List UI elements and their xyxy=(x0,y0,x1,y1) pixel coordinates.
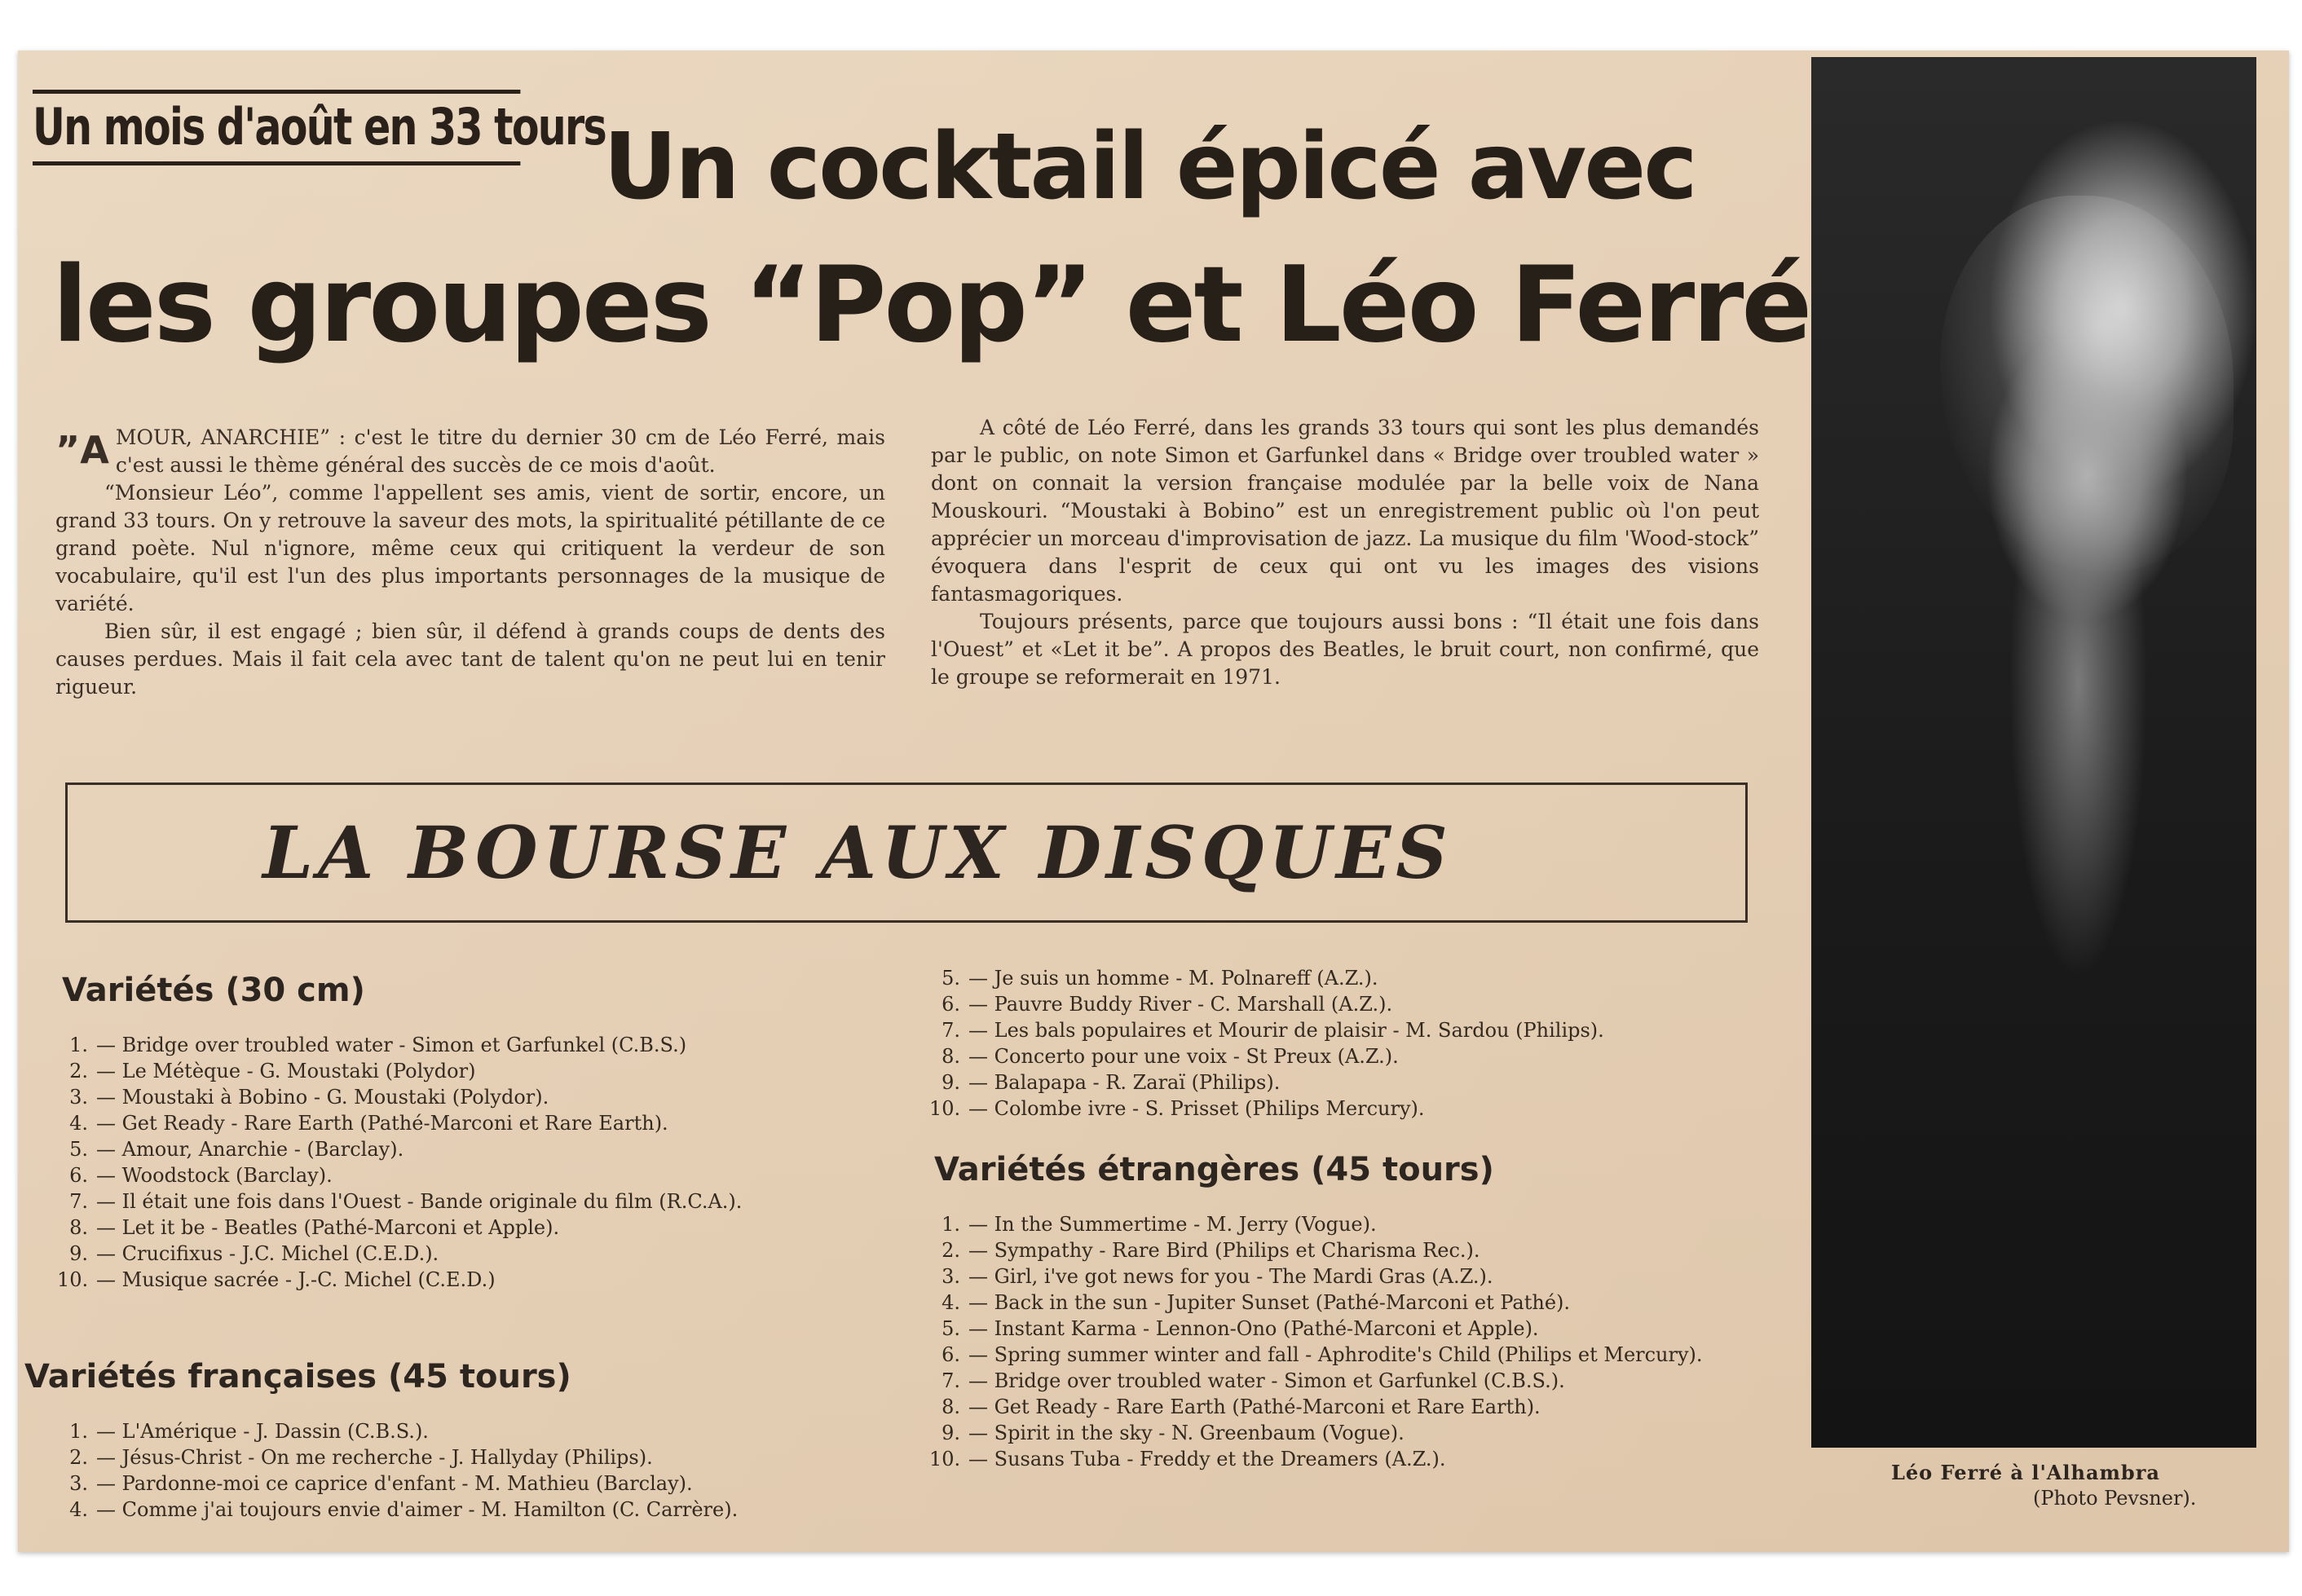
list-item xyxy=(929,1237,1769,1263)
list-item-text: — Girl, i've got news for you - The Mardi Gras (A.Z.). xyxy=(968,1265,1493,1288)
chart-list-varietes-etrangeres xyxy=(929,1211,1769,1472)
article-column-2 xyxy=(931,414,1759,691)
kicker-headline: Un mois d'août en 33 tours xyxy=(33,90,520,165)
list-item xyxy=(57,1188,742,1215)
list-item xyxy=(929,965,1604,991)
bourse-title: LA BOURSE AUX DISQUES xyxy=(262,810,1453,895)
list-item xyxy=(57,1110,742,1136)
list-item xyxy=(929,1211,1769,1237)
list-item-number: 10. xyxy=(57,1268,89,1291)
list-item-number: 4. xyxy=(942,1291,960,1314)
list-item xyxy=(57,1418,738,1444)
list-item-number: 4. xyxy=(69,1112,88,1135)
list-item-text: — Get Ready - Rare Earth (Pathé-Marconi et Rare Earth). xyxy=(968,1395,1541,1418)
list-item xyxy=(57,1215,742,1241)
list-item xyxy=(929,1043,1604,1069)
list-item-text: — Les bals populaires et Mourir de plaisir - M. Sardou (Philips). xyxy=(968,1019,1604,1042)
list-item xyxy=(57,1241,742,1267)
bourse-title-box xyxy=(65,783,1748,923)
list-item xyxy=(929,1017,1604,1043)
list-item xyxy=(929,1420,1769,1446)
list-item-text: — Concerto pour une voix - St Preux (A.Z.). xyxy=(968,1045,1399,1068)
list-item-text: — Pardonne-moi ce caprice d'enfant - M. Mathieu (Barclay). xyxy=(96,1472,693,1495)
list-item-text: — Musique sacrée - J.-C. Michel (C.E.D.) xyxy=(96,1268,496,1291)
list-item-text: — Susans Tuba - Freddy et the Dreamers (A.Z.). xyxy=(968,1448,1446,1470)
list-item-text: — Bridge over troubled water - Simon et Garfunkel (C.B.S.) xyxy=(96,1034,687,1056)
list-item-text: — Moustaki à Bobino - G. Moustaki (Polydor). xyxy=(96,1086,549,1109)
list-item xyxy=(929,1069,1604,1096)
list-item xyxy=(57,1444,738,1470)
list-item-number: 5. xyxy=(69,1138,88,1161)
section-heading-varietes-etrangeres: Variétés étrangères (45 tours) xyxy=(934,1151,1494,1188)
list-item-number: 8. xyxy=(942,1395,960,1418)
list-item-number: 9. xyxy=(942,1071,960,1094)
headline-line-2: les groupes “Pop” et Léo Ferré xyxy=(52,245,1810,366)
list-item xyxy=(57,1470,738,1497)
list-item xyxy=(929,1368,1769,1394)
list-item-number: 7. xyxy=(942,1369,960,1392)
list-item-text: — Colombe ivre - S. Prisset (Philips Mercury). xyxy=(968,1097,1425,1120)
list-item xyxy=(929,1342,1769,1368)
list-item xyxy=(57,1032,742,1058)
list-item-text: — Amour, Anarchie - (Barclay). xyxy=(96,1138,404,1161)
list-item xyxy=(929,1446,1769,1472)
list-item-number: 4. xyxy=(69,1498,88,1521)
headline-line-1: Un cocktail épicé avec xyxy=(603,114,1696,220)
list-item-text: — Spring summer winter and fall - Aphrodite's Child (Philips et Mercury). xyxy=(968,1343,1703,1366)
list-item-text: — In the Summertime - M. Jerry (Vogue). xyxy=(968,1213,1377,1236)
list-item-text: — Instant Karma - Lennon-Ono (Pathé-Marconi et Apple). xyxy=(968,1317,1539,1340)
list-item-number: 9. xyxy=(942,1422,960,1444)
list-item xyxy=(57,1136,742,1162)
list-item-number: 3. xyxy=(69,1472,88,1495)
list-item-text: — Balapapa - R. Zaraï (Philips). xyxy=(968,1071,1281,1094)
list-item-text: — Woodstock (Barclay). xyxy=(96,1164,333,1187)
section-heading-varietes-30: Variétés (30 cm) xyxy=(62,972,365,1009)
list-item-number: 8. xyxy=(69,1216,88,1239)
article-column-1 xyxy=(55,424,885,701)
section-heading-varietes-francaises: Variétés françaises (45 tours) xyxy=(24,1358,571,1395)
list-item-text: — Let it be - Beatles (Pathé-Marconi et Apple). xyxy=(96,1216,560,1239)
list-item-text: — Spirit in the sky - N. Greenbaum (Vogue). xyxy=(968,1422,1405,1444)
list-item-number: 5. xyxy=(942,967,960,990)
list-item-text: — Pauvre Buddy River - C. Marshall (A.Z.). xyxy=(968,993,1393,1016)
list-item-text: — Sympathy - Rare Bird (Philips et Charisma Rec.). xyxy=(968,1239,1480,1262)
chart-list-varietes-30 xyxy=(57,1032,742,1293)
list-item-number: 1. xyxy=(69,1034,88,1056)
list-item-number: 9. xyxy=(69,1242,88,1265)
article-paragraph: A côté de Léo Ferré, dans les grands 33 tours qui sont les plus demandés par le public, on note Simon et Garfunkel dans « Bridge over troubled water » dont on connait la version française modulée par la belle voix de Nana Mouskouri. “Moustaki à Bobino” est un enregistrement public où l'on peut apprécier un morceau d'improvisation de jazz. La musique du film 'Wood-stock” évoquera dans l'esprit de ceux qui ont vu les images des visions fantasmagoriques. xyxy=(931,416,1759,606)
list-item-text: — Jésus-Christ - On me recherche - J. Hallyday (Philips). xyxy=(96,1446,653,1469)
list-item-number: 10. xyxy=(929,1097,961,1120)
list-item-text: — Back in the sun - Jupiter Sunset (Pathé-Marconi et Pathé). xyxy=(968,1291,1571,1314)
list-item-number: 7. xyxy=(942,1019,960,1042)
list-item-number: 6. xyxy=(942,993,960,1016)
list-item-number: 10. xyxy=(929,1448,961,1470)
list-item-number: 2. xyxy=(942,1239,960,1262)
list-item-number: 2. xyxy=(69,1446,88,1469)
list-item-number: 8. xyxy=(942,1045,960,1068)
list-item-text: — Get Ready - Rare Earth (Pathé-Marconi et Rare Earth). xyxy=(96,1112,668,1135)
list-item-text: — Bridge over troubled water - Simon et Garfunkel (C.B.S.). xyxy=(968,1369,1565,1392)
chart-list-varietes-francaises-cont xyxy=(929,965,1604,1122)
list-item-number: 7. xyxy=(69,1190,88,1213)
list-item xyxy=(57,1084,742,1110)
list-item xyxy=(929,1394,1769,1420)
list-item xyxy=(57,1267,742,1293)
list-item-number: 1. xyxy=(942,1213,960,1236)
photo-caption: Léo Ferré à l'Alhambra xyxy=(1891,1461,2160,1484)
article-paragraph: “Monsieur Léo”, comme l'appellent ses amis, vient de sortir, encore, un grand 33 tours. On y retrouve la saveur des mots, la spiritualité pétillante de ce grand poète. Nul n'ignore, même ceux qui critiquent la verdeur de son vocabulaire, qu'il est l'un des plus importants personnages de la musique de variété. xyxy=(55,481,885,615)
list-item-number: 1. xyxy=(69,1420,88,1443)
list-item-text: — Crucifixus - J.C. Michel (C.E.D.). xyxy=(96,1242,439,1265)
list-item-number: 5. xyxy=(942,1317,960,1340)
drop-quote: ”A xyxy=(55,428,109,472)
list-item xyxy=(929,1096,1604,1122)
list-item-number: 2. xyxy=(69,1060,88,1082)
article-paragraph: Toujours présents, parce que toujours aussi bons : “Il était une fois dans l'Ouest” et «Let it be”. A propos des Beatles, le bruit court, non confirmé, que le groupe se reformerait en 1971. xyxy=(931,610,1759,689)
list-item xyxy=(57,1497,738,1523)
list-item-number: 6. xyxy=(942,1343,960,1366)
list-item xyxy=(57,1058,742,1084)
list-item xyxy=(929,1290,1769,1316)
list-item xyxy=(929,1263,1769,1290)
list-item-number: 3. xyxy=(69,1086,88,1109)
list-item-text: — L'Amérique - J. Dassin (C.B.S.). xyxy=(96,1420,429,1443)
list-item-number: 3. xyxy=(942,1265,960,1288)
list-item xyxy=(929,991,1604,1017)
list-item-text: — Il était une fois dans l'Ouest - Bande originale du film (R.C.A.). xyxy=(96,1190,743,1213)
list-item-text: — Je suis un homme - M. Polnareff (A.Z.). xyxy=(968,967,1378,990)
article-paragraph: Bien sûr, il est engagé ; bien sûr, il défend à grands coups de dents des causes perdues. Mais il fait cela avec tant de talent qu'on ne peut lui en tenir rigueur. xyxy=(55,619,885,699)
article-paragraph: ”A MOUR, ANARCHIE” : c'est le titre du dernier 30 cm de Léo Ferré, mais c'est aussi le thème général des succès de ce mois d'août. xyxy=(55,425,885,477)
photo-credit: (Photo Pevsner). xyxy=(2033,1487,2197,1510)
list-item-text: — Le Métèque - G. Moustaki (Polydor) xyxy=(96,1060,476,1082)
list-item-number: 6. xyxy=(69,1164,88,1187)
list-item xyxy=(57,1162,742,1188)
chart-list-varietes-francaises xyxy=(57,1418,738,1523)
list-item xyxy=(929,1316,1769,1342)
list-item-text: — Comme j'ai toujours envie d'aimer - M. Hamilton (C. Carrère). xyxy=(96,1498,739,1521)
